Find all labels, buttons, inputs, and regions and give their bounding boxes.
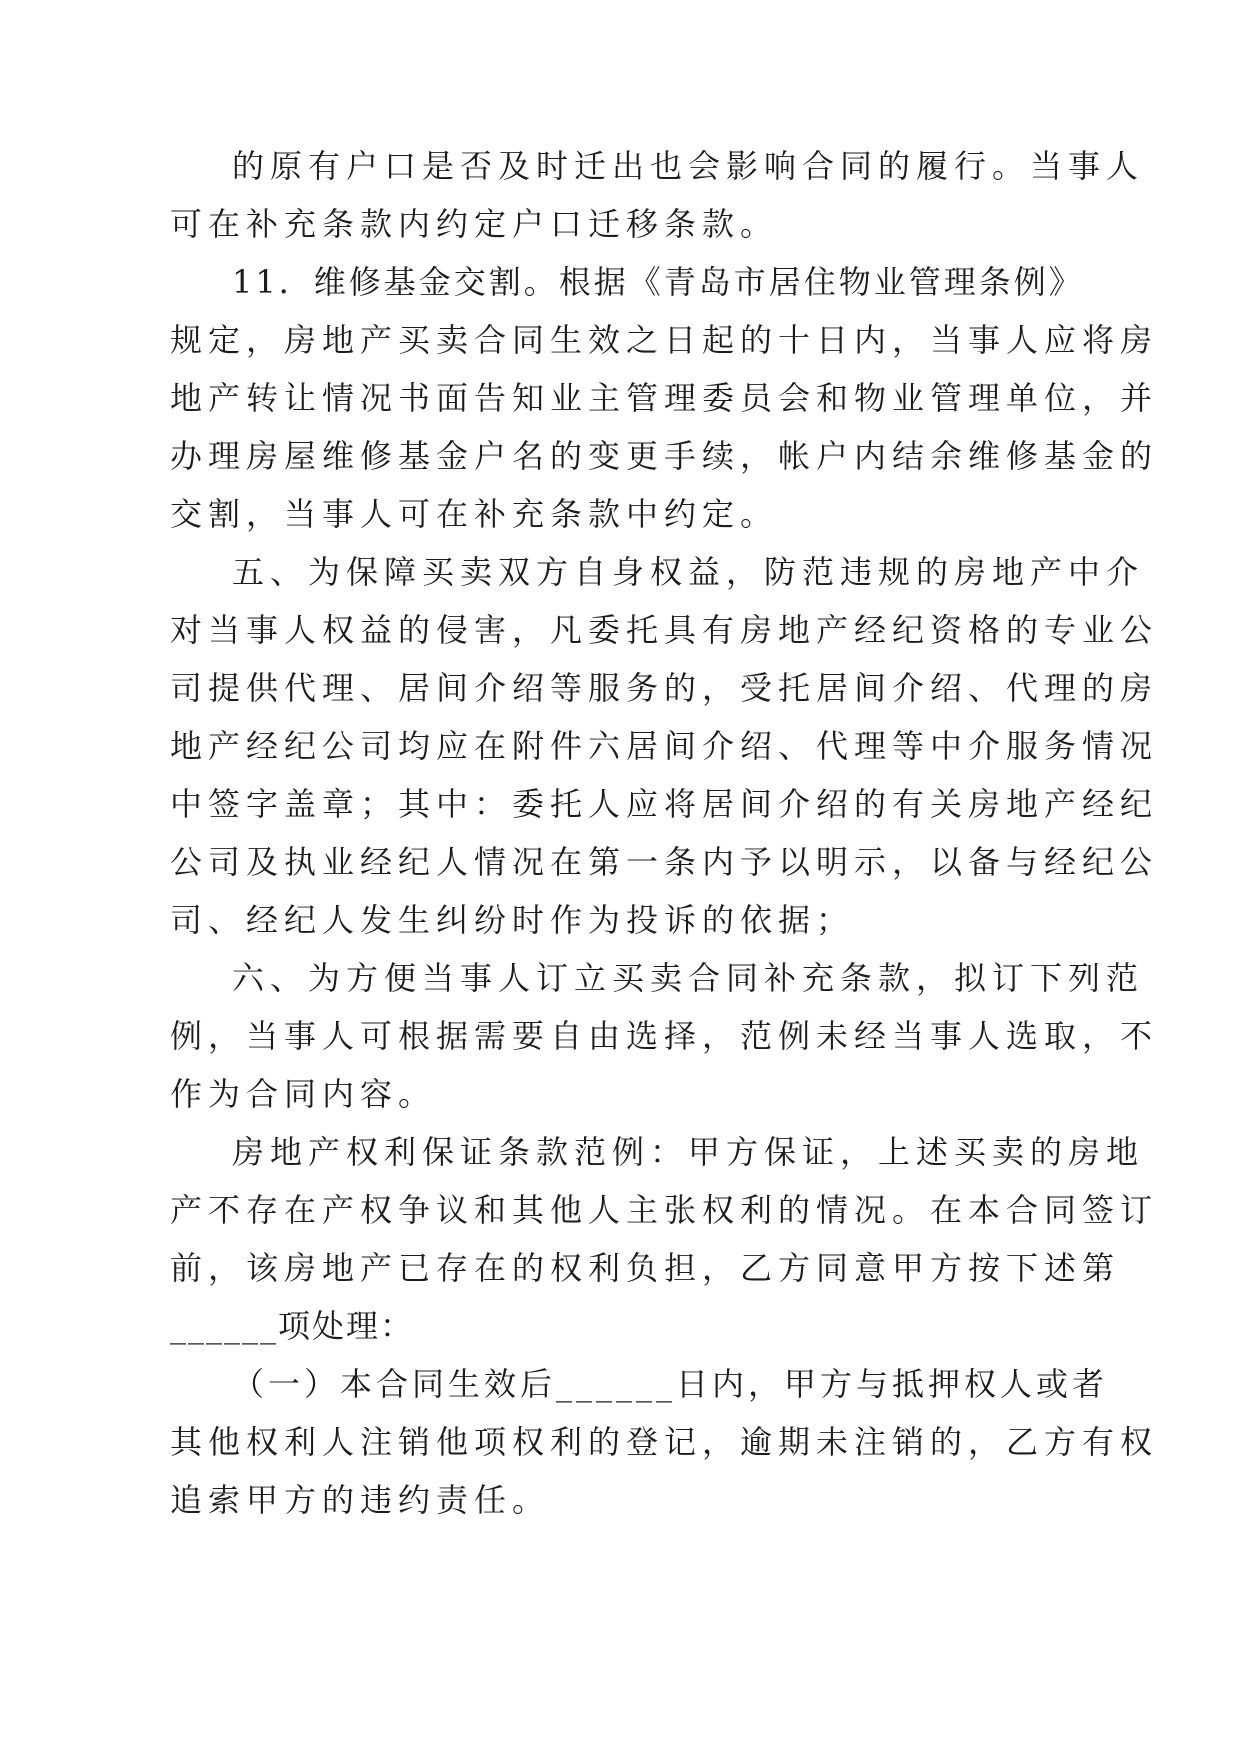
text-line: 交割，当事人可在补充条款中约定。 (170, 495, 779, 533)
text-line: 规定，房地产买卖合同生效之日起的十日内，当事人应将房 (170, 321, 1159, 359)
text-line: 追索甲方的违约责任。 (170, 1481, 551, 1519)
text-line: 前，该房地产已存在的权利负担，乙方同意甲方按下述第 (170, 1249, 1121, 1287)
text-line: 公司及执业经纪人情况在第一条内予以明示，以备与经纪公 (170, 843, 1159, 881)
text-line: 对当事人权益的侵害，凡委托具有房地产经纪资格的专业公 (170, 611, 1159, 649)
text-line: 五、为保障买卖双方自身权益，防范违规的房地产中介 (232, 553, 1145, 591)
text-line: 可在补充条款内约定户口迁移条款。 (170, 205, 779, 243)
text-line: 地产转让情况书面告知业主管理委员会和物业管理单位，并 (170, 379, 1159, 417)
text-line: 司提供代理、居间介绍等服务的，受托居间介绍、代理的房 (170, 669, 1159, 707)
text-line: 地产经纪公司均应在附件六居间介绍、代理等中介服务情况 (170, 727, 1159, 765)
text-line: 房地产权利保证条款范例：甲方保证，上述买卖的房地 (232, 1133, 1145, 1171)
text-line: 司、经纪人发生纠纷时作为投诉的依据； (170, 901, 855, 939)
text-line: 中签字盖章；其中：委托人应将居间介绍的有关房地产经纪 (170, 785, 1159, 823)
text-line: 的原有户口是否及时迁出也会影响合同的履行。当事人 (232, 147, 1145, 185)
text-line: 六、为方便当事人订立买卖合同补充条款，拟订下列范 (232, 959, 1145, 997)
text-line: 产不存在产权争议和其他人主张权利的情况。在本合同签订 (170, 1191, 1159, 1229)
text-line: 其他权利人注销他项权利的登记，逾期未注销的，乙方有权 (170, 1423, 1159, 1461)
text-line: 作为合同内容。 (170, 1075, 437, 1113)
text-line: 办理房屋维修基金户名的变更手续，帐户内结余维修基金的 (170, 437, 1159, 475)
text-line: （一）本合同生效后______日内，甲方与抵押权人或者 (232, 1365, 1109, 1403)
text-line: 例，当事人可根据需要自由选择，范例未经当事人选取，不 (170, 1017, 1159, 1055)
text-line: ______项处理： (170, 1307, 415, 1345)
text-line: 11．维修基金交割。根据《青岛市居住物业管理条例》 (232, 263, 1084, 301)
